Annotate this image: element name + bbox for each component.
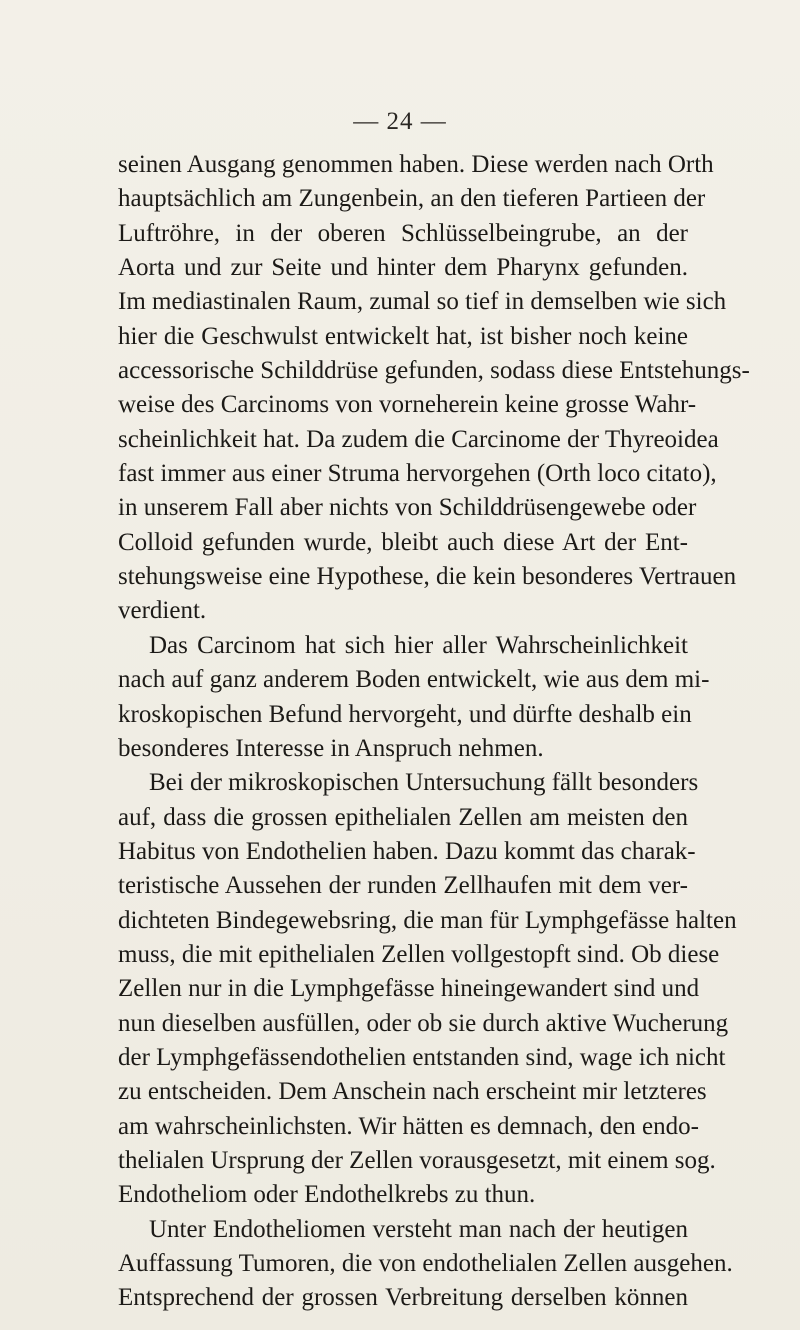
text-line: Habitus von Endothelien haben. Dazu kommt das charak- (118, 837, 696, 865)
text-line: zu entscheiden. Dem Anschein nach erscheint mir letzteres (118, 1078, 707, 1106)
text-line: Endotheliom oder Endothelkrebs zu thun. (118, 1181, 536, 1209)
text-line: seinen Ausgang genommen haben. Diese werden nach Orth (118, 151, 714, 178)
text-line: teristische Aussehen der runden Zellhaufen mit dem ver- (118, 872, 688, 900)
text-line: verdient. (118, 597, 207, 625)
text-line: auf, dass die grossen epithelialen Zellen am meisten den (118, 803, 688, 831)
text-line: scheinlichkeit hat. Da zudem die Carcinome der Thyreoidea (118, 425, 719, 453)
text-line: nach auf ganz anderem Boden entwickelt, wie aus dem mi- (118, 666, 710, 694)
text-line: hier die Geschwulst entwickelt hat, ist bisher noch keine (118, 322, 688, 350)
text-line: hauptsächlich am Zungenbein, an den tieferen Partieen der (118, 185, 706, 213)
text-line: thelialen Ursprung der Zellen vorausgesetzt, mit einem sog. (118, 1146, 716, 1174)
text-line: in unserem Fall aber nichts von Schilddrüsengewebe oder (118, 494, 697, 522)
text-line: besonderes Interesse in Anspruch nehmen. (118, 734, 544, 762)
text-line: Aorta und zur Seite und hinter dem Pharynx gefunden. (118, 254, 688, 282)
text-line: am wahrscheinlichsten. Wir hätten es demnach, den endo- (118, 1112, 699, 1140)
text-line: Colloid gefunden wurde, bleibt auch diese Art der Ent- (118, 528, 688, 556)
text-line: Zellen nur in die Lymphgefässe hineingewandert sind und (118, 975, 700, 1003)
text-line: Auffassung Tumoren, die von endothelialen Zellen ausgehen. (118, 1250, 733, 1277)
text-line: Das Carcinom hat sich hier aller Wahrscheinlichkeit (149, 631, 688, 659)
text-line: muss, die mit epithelialen Zellen vollgestopft sind. Ob diese (118, 940, 720, 968)
text-line: Entsprechend der grossen Verbreitung derselben können (118, 1284, 688, 1312)
body-text (118, 148, 750, 1316)
page-number: — 24 — (353, 108, 447, 135)
text-line: weise des Carcinoms von vorneherein keine grosse Wahr- (118, 391, 697, 419)
text-line: stehungsweise eine Hypothese, die kein besonderes Vertrauen (118, 563, 737, 591)
text-line: der Lymphgefässendothelien entstanden sind, wage ich nicht (118, 1043, 726, 1071)
text-line: fast immer aus einer Struma hervorgehen (Orth loco citato), (118, 460, 717, 488)
text-line: Bei der mikroskopischen Untersuchung fällt besonders (149, 769, 699, 797)
text-line: Im mediastinalen Raum, zumal so tief in demselben wie sich (118, 288, 727, 316)
text-line: nun dieselben ausfüllen, oder ob sie durch aktive Wucherung (118, 1009, 729, 1037)
text-line: Unter Endotheliomen versteht man nach der heutigen (149, 1215, 688, 1243)
text-line: dichteten Bindegewebsring, die man für Lymphgefässe halten (118, 906, 737, 934)
text-line: kroskopischen Befund hervorgeht, und dürfte deshalb ein (118, 700, 692, 728)
text-line: Luftröhre, in der oberen Schlüsselbeingrube, an der (118, 219, 688, 247)
text-line: accessorische Schilddrüse gefunden, sodass diese Entstehungs- (118, 357, 750, 385)
